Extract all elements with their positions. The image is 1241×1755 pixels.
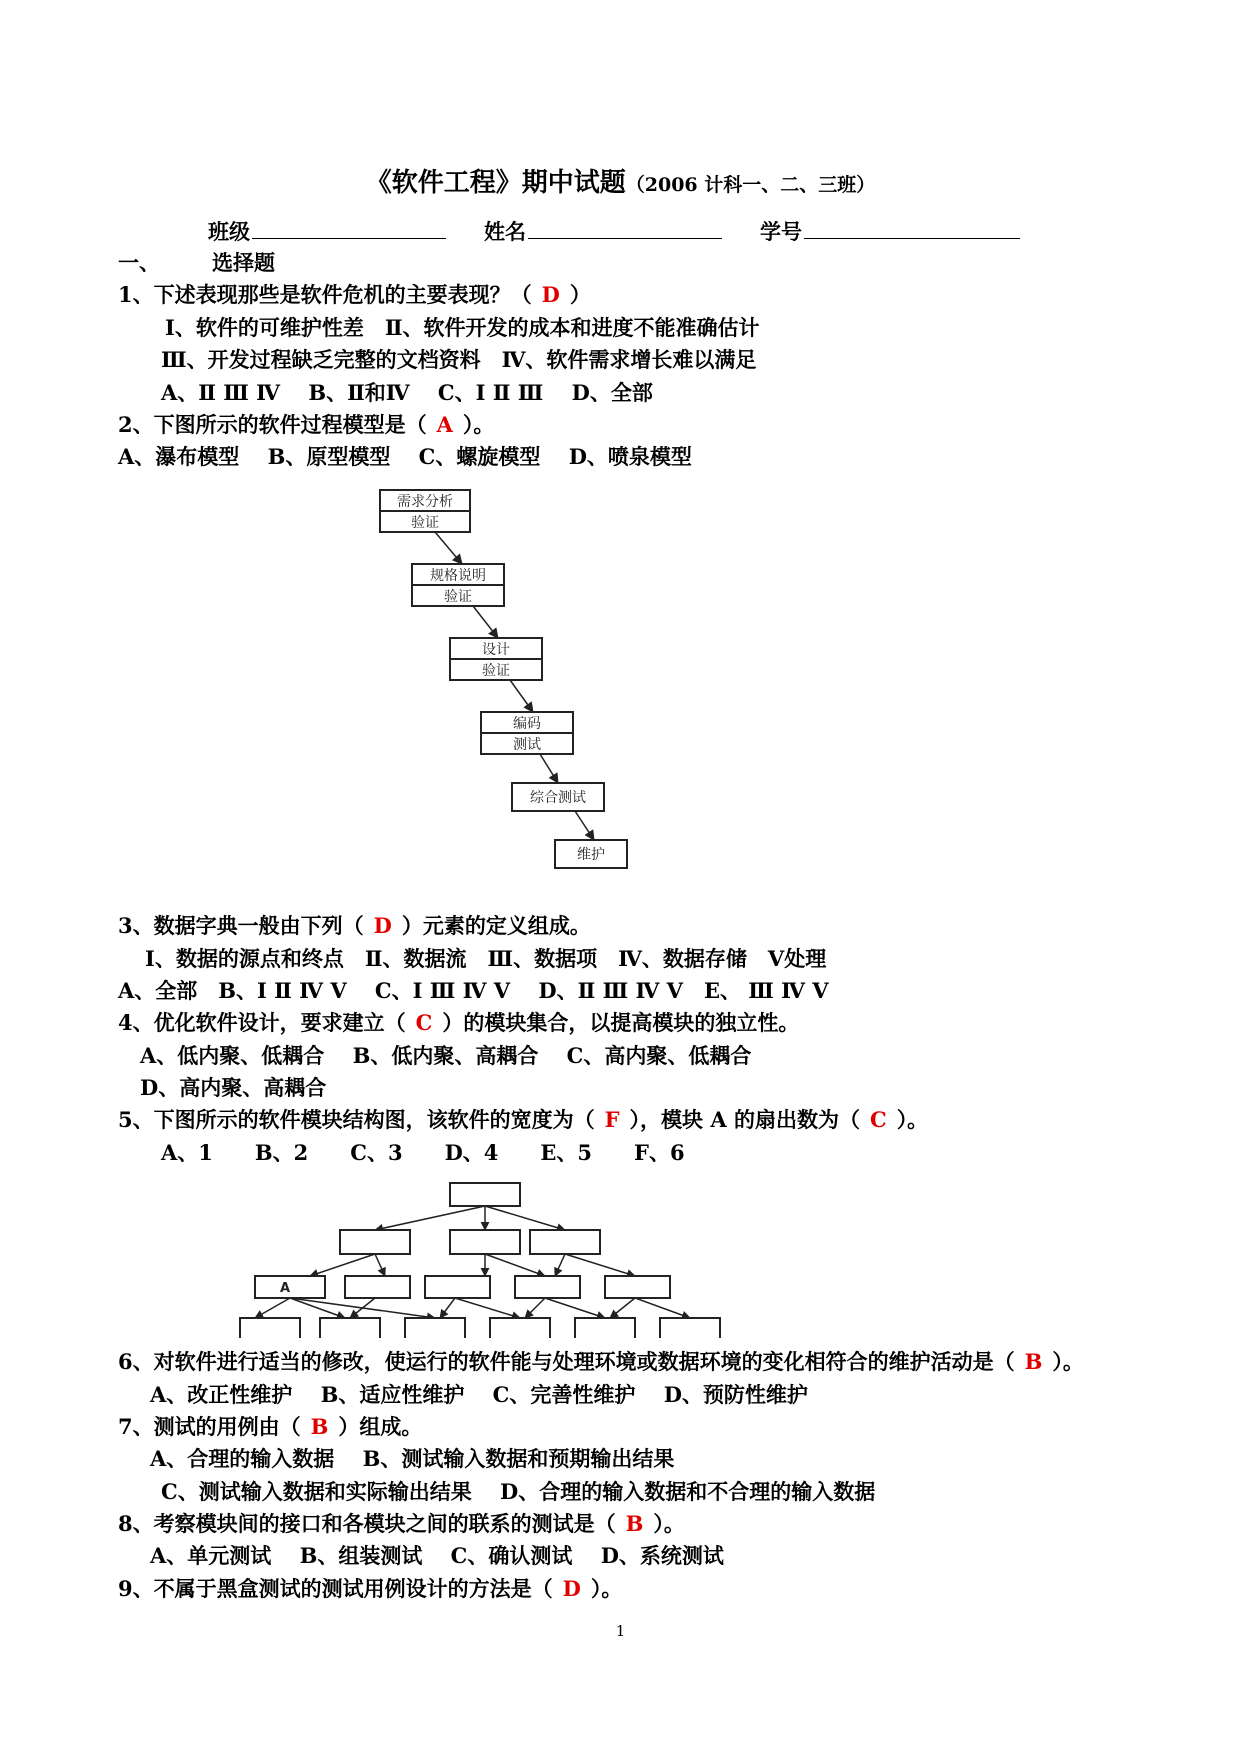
question-1-answer: D [541, 282, 560, 307]
student-id-label: 学号 [760, 219, 802, 244]
student-info-row [208, 216, 1020, 247]
module-a-label: A [280, 1281, 291, 1296]
question-4-close: ）的模块集合，以提高模块的独立性。 [442, 1010, 800, 1035]
module-box [490, 1318, 550, 1338]
question-1-options: A、Ⅱ Ⅲ Ⅳ B、Ⅱ和Ⅳ C、Ⅰ Ⅱ Ⅲ D、全部 [161, 380, 653, 405]
class-label: 班级 [208, 219, 250, 244]
question-3-options: A、全部 B、Ⅰ Ⅱ Ⅳ Ⅴ C、Ⅰ Ⅲ Ⅳ Ⅴ D、Ⅱ Ⅲ Ⅳ Ⅴ E、 Ⅲ Ⅳ Ⅴ [118, 978, 829, 1003]
section-number: 一、 [118, 250, 160, 275]
exam-title [0, 162, 1241, 199]
question-5-text-2: ），模块 A 的扇出数为（ [629, 1107, 860, 1132]
question-8-close: ）。 [653, 1511, 685, 1536]
question-9-text: 9、不属于黑盒测试的测试用例设计的方法是（ [118, 1576, 553, 1601]
module-box [605, 1276, 670, 1298]
module-box [405, 1318, 465, 1338]
module-box [450, 1230, 520, 1254]
question-7-options-1: A、合理的输入数据 B、测试输入数据和预期输出结果 [150, 1446, 675, 1471]
section-header [118, 248, 275, 278]
question-4-text: 4、优化软件设计，要求建立（ [118, 1010, 406, 1035]
question-9-answer: D [562, 1576, 581, 1601]
page-number: 1 [615, 1622, 626, 1640]
waterfall-arrow [575, 811, 594, 840]
question-7-text: 7、测试的用例由（ [118, 1414, 301, 1439]
stage-coding-label: 编码 [513, 716, 541, 732]
stage-specification-label: 规格说明 [430, 568, 486, 584]
module-box [345, 1276, 410, 1298]
module-box [425, 1276, 490, 1298]
module-structure-diagram [235, 1178, 755, 1338]
question-3-close: ）元素的定义组成。 [401, 913, 591, 938]
question-3-answer: D [373, 913, 392, 938]
question-4-answer: C [415, 1010, 433, 1035]
module-box [450, 1183, 520, 1206]
question-6-options: A、改正性维护 B、适应性维护 C、完善性维护 D、预防性维护 [150, 1382, 808, 1407]
module-box [660, 1318, 720, 1338]
question-5 [118, 1105, 928, 1135]
stage-coding-test: 测试 [513, 737, 541, 753]
exam-title-main: 《软件工程》期中试题 [365, 168, 626, 198]
question-1-line-3: Ⅲ、开发过程缺乏完整的文档资料 Ⅳ、软件需求增长难以满足 [161, 347, 757, 372]
question-6-close: ）。 [1052, 1349, 1084, 1374]
question-8 [118, 1509, 685, 1539]
question-4 [118, 1008, 799, 1038]
waterfall-arrow [540, 754, 558, 783]
question-1-close: ） [569, 282, 591, 307]
waterfall-arrow [473, 606, 498, 638]
name-label: 姓名 [484, 219, 526, 244]
stage-specification-verify: 验证 [444, 589, 472, 605]
waterfall-arrow [435, 532, 462, 564]
question-5-answer-width: F [604, 1107, 620, 1132]
question-1-line-2: Ⅰ、软件的可维护性差 Ⅱ、软件开发的成本和进度不能准确估计 [165, 315, 760, 340]
question-7-options-2: C、测试输入数据和实际输出结果 D、合理的输入数据和不合理的输入数据 [161, 1479, 876, 1504]
module-box [515, 1276, 580, 1298]
module-box [575, 1318, 635, 1338]
exam-title-sub: （2006 计科一、二、三班） [625, 174, 876, 196]
module-box [340, 1230, 410, 1254]
stage-requirements-label: 需求分析 [397, 494, 453, 510]
question-2-text: 2、下图所示的软件过程模型是（ [118, 412, 427, 437]
question-2-options: A、瀑布模型 B、原型模型 C、螺旋模型 D、喷泉模型 [118, 444, 692, 469]
question-2-close: ）。 [462, 412, 495, 437]
question-9-close: ）。 [590, 1576, 623, 1601]
module-box [240, 1318, 300, 1338]
question-9 [118, 1574, 622, 1604]
question-6 [118, 1347, 1084, 1377]
waterfall-diagram [370, 485, 640, 870]
question-1-text: 1、下述表现那些是软件危机的主要表现？（ [118, 282, 532, 307]
question-7 [118, 1412, 422, 1442]
stage-integration-label: 综合测试 [530, 790, 586, 806]
question-8-options: A、单元测试 B、组装测试 C、确认测试 D、系统测试 [150, 1543, 724, 1568]
question-2 [118, 410, 494, 440]
question-2-answer: A [436, 412, 453, 437]
question-5-options: A、1 B、2 C、3 D、4 E、5 F、6 [161, 1140, 685, 1165]
module-box [320, 1318, 380, 1338]
question-3-text: 3、数据字典一般由下列（ [118, 913, 364, 938]
question-4-options-2: D、高内聚、高耦合 [140, 1075, 327, 1100]
question-8-text: 8、考察模块间的接口和各模块之间的联系的测试是（ [118, 1511, 616, 1536]
question-7-answer: B [310, 1414, 329, 1439]
stage-requirements-verify: 验证 [411, 515, 439, 531]
question-4-options-1: A、低内聚、低耦合 B、低内聚、高耦合 C、高内聚、低耦合 [140, 1043, 752, 1068]
student-id-field[interactable] [804, 216, 1020, 239]
question-6-answer: B [1024, 1349, 1043, 1374]
question-8-answer: B [625, 1511, 644, 1536]
question-1 [118, 280, 591, 310]
question-3-line-2: Ⅰ、数据的源点和终点 Ⅱ、数据流 Ⅲ、数据项 Ⅳ、数据存储 Ⅴ处理 [145, 946, 827, 971]
stage-design-verify: 验证 [482, 663, 510, 679]
question-5-close: ）。 [896, 1107, 929, 1132]
stage-design-label: 设计 [482, 642, 510, 658]
name-field[interactable] [528, 216, 722, 239]
question-3 [118, 911, 591, 941]
question-5-answer-fanout: C [869, 1107, 887, 1132]
question-6-text: 6、对软件进行适当的修改，使运行的软件能与处理环境或数据环境的变化相符合的维护活动是（ [118, 1349, 1015, 1374]
module-box [530, 1230, 600, 1254]
section-name: 选择题 [212, 250, 275, 275]
stage-maintenance-label: 维护 [577, 847, 605, 863]
class-field[interactable] [252, 216, 446, 239]
question-5-text: 5、下图所示的软件模块结构图，该软件的宽度为（ [118, 1107, 595, 1132]
waterfall-arrow [510, 680, 533, 712]
question-7-close: ）组成。 [338, 1414, 423, 1439]
